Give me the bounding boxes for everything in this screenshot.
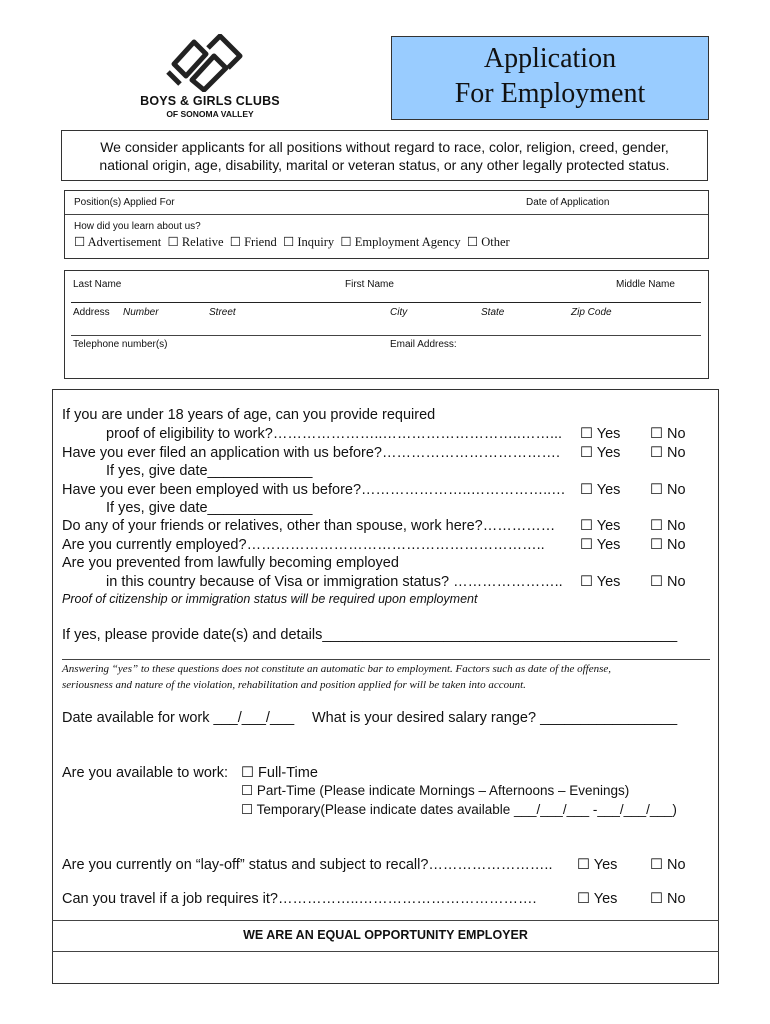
date-available-field[interactable]: Date available for work ___/___/___ <box>62 710 295 726</box>
checkbox-icon[interactable]: ☐ <box>580 482 593 498</box>
question-filed-date[interactable]: If yes, give date_____________ <box>106 463 313 479</box>
notice-line1: We consider applicants for all positions without regard to race, color, religion, creed, gender, <box>100 139 669 155</box>
date-of-application-label[interactable]: Date of Application <box>526 197 610 208</box>
answer-filed-before <box>580 445 686 461</box>
org-logo <box>120 34 290 124</box>
question-prevented-cont: in this country because of Visa or immigration status? ………………….. <box>106 574 563 590</box>
last-name-label[interactable]: Last Name <box>73 279 122 290</box>
proof-note: Proof of citizenship or immigration status will be required upon employment <box>62 592 478 606</box>
availability-label: Are you available to work: <box>62 765 229 781</box>
checkbox-icon[interactable]: ☐ <box>650 537 663 553</box>
checkbox-icon[interactable]: ☐ <box>282 235 295 249</box>
address-zip-label: Zip Code <box>571 307 612 318</box>
address-state-label: State <box>481 307 505 318</box>
checkbox-icon[interactable]: ☐ <box>340 235 352 249</box>
page-title-line1: Application <box>483 43 617 74</box>
answer-travel <box>577 891 686 907</box>
divider <box>71 335 701 336</box>
answer-employed-before <box>580 482 686 498</box>
checkbox-icon[interactable]: ☐ <box>650 482 663 498</box>
yes-option[interactable]: ☐ Yes <box>580 445 621 461</box>
source-option-friend[interactable]: ☐ Friend <box>229 235 277 249</box>
checkbox-icon[interactable]: ☐ <box>650 891 663 907</box>
checkbox-icon[interactable]: ☐ <box>241 802 254 817</box>
handshake-logo-icon <box>164 34 244 92</box>
checkbox-icon[interactable]: ☐ <box>650 857 663 873</box>
salary-range-field[interactable]: What is your desired salary range? _________________ <box>312 710 678 726</box>
position-section <box>64 190 709 259</box>
checkbox-icon[interactable]: ☐ <box>241 765 254 781</box>
middle-name-label[interactable]: Middle Name <box>616 279 675 290</box>
divider <box>65 214 708 215</box>
notice-line2: national origin, age, disability, marital or veteran status, or any other legally protected status. <box>99 157 670 173</box>
source-option-relative[interactable]: ☐ Relative <box>167 235 224 249</box>
checkbox-icon[interactable]: ☐ <box>466 235 479 249</box>
checkbox-icon[interactable]: ☐ <box>74 235 86 249</box>
address-number-label: Number <box>123 307 159 318</box>
checkbox-icon[interactable]: ☐ <box>241 783 254 798</box>
yes-option[interactable]: ☐ Yes <box>577 857 618 873</box>
source-option-inquiry[interactable]: ☐ Inquiry <box>282 235 335 249</box>
question-relatives: Do any of your friends or relatives, other than spouse, work here?…………… <box>62 518 556 534</box>
availability-full-time[interactable]: ☐ Full-Time <box>241 765 318 781</box>
no-option[interactable]: ☐ No <box>650 445 686 461</box>
equal-opportunity-footer: WE ARE AN EQUAL OPPORTUNITY EMPLOYER <box>243 928 528 942</box>
question-under-18: If you are under 18 years of age, can you provide required <box>62 407 436 423</box>
answer-layoff <box>577 857 686 873</box>
question-prevented: Are you prevented from lawfully becoming employed <box>62 555 399 571</box>
no-option[interactable]: ☐ No <box>650 482 686 498</box>
question-under-18-cont: proof of eligibility to work?…………………..………………………..……... <box>106 426 563 442</box>
no-option[interactable]: ☐ No <box>650 574 686 590</box>
no-option[interactable]: ☐ No <box>650 537 686 553</box>
personal-info-section <box>64 270 709 379</box>
divider <box>52 920 719 921</box>
yes-option[interactable]: ☐ Yes <box>580 518 621 534</box>
availability-part-time[interactable]: ☐ Part-Time (Please indicate Mornings – Afternoons – Evenings) <box>241 783 630 798</box>
yes-option[interactable]: ☐ Yes <box>580 482 621 498</box>
telephone-label[interactable]: Telephone number(s) <box>73 339 168 350</box>
question-employed-before: Have you ever been employed with us before?…………………..……………..… <box>62 482 566 498</box>
org-name-line1: BOYS & GIRLS CLUBS <box>140 94 280 108</box>
page-title-line2: For Employment <box>454 78 646 109</box>
checkbox-icon[interactable]: ☐ <box>650 426 663 442</box>
no-option[interactable]: ☐ No <box>650 426 686 442</box>
source-option-other[interactable]: ☐ Other <box>466 235 510 249</box>
positions-applied-label[interactable]: Position(s) Applied For <box>74 197 175 208</box>
question-travel: Can you travel if a job requires it?……………..………………………………. <box>62 891 537 907</box>
checkbox-icon[interactable]: ☐ <box>580 537 593 553</box>
checkbox-icon[interactable]: ☐ <box>580 426 593 442</box>
divider <box>71 302 701 303</box>
checkbox-icon[interactable]: ☐ <box>580 445 593 461</box>
no-option[interactable]: ☐ No <box>650 518 686 534</box>
divider <box>52 951 719 952</box>
address-city-label: City <box>390 307 408 318</box>
org-name-line2: OF SONOMA VALLEY <box>166 109 254 119</box>
details-field[interactable]: If yes, please provide date(s) and details____________________________________________ <box>62 627 678 643</box>
answer-prevented <box>580 574 686 590</box>
answer-relatives <box>580 518 686 534</box>
checkbox-icon[interactable]: ☐ <box>650 445 663 461</box>
checkbox-icon[interactable]: ☐ <box>580 518 593 534</box>
yes-option[interactable]: ☐ Yes <box>577 891 618 907</box>
checkbox-icon[interactable]: ☐ <box>577 891 590 907</box>
answer-under-18 <box>580 426 686 442</box>
yes-option[interactable]: ☐ Yes <box>580 537 621 553</box>
no-option[interactable]: ☐ No <box>650 857 686 873</box>
address-label[interactable]: Address <box>73 307 110 318</box>
title-box <box>391 36 709 120</box>
learn-source-options <box>74 234 510 250</box>
checkbox-icon[interactable]: ☐ <box>229 235 241 249</box>
checkbox-icon[interactable]: ☐ <box>650 518 663 534</box>
source-option-employment-agency[interactable]: ☐ Employment Agency <box>340 235 461 249</box>
yes-option[interactable]: ☐ Yes <box>580 426 621 442</box>
learn-about-us-label: How did you learn about us? <box>74 221 201 232</box>
answer-currently-employed <box>580 537 686 553</box>
question-layoff: Are you currently on “lay-off” status and subject to recall?…………………….. <box>62 857 553 873</box>
source-option-advertisement[interactable]: ☐ Advertisement <box>74 235 162 249</box>
question-filed-before: Have you ever filed an application with us before?………………………………. <box>62 445 561 461</box>
checkbox-icon[interactable]: ☐ <box>580 574 593 590</box>
first-name-label[interactable]: First Name <box>345 279 394 290</box>
availability-temporary[interactable]: ☐ Temporary(Please indicate dates available ___/___/___ -___/___/___) <box>241 802 677 817</box>
yes-option[interactable]: ☐ Yes <box>580 574 621 590</box>
address-street-label: Street <box>209 307 236 318</box>
checkbox-icon[interactable]: ☐ <box>167 235 179 249</box>
no-option[interactable]: ☐ No <box>650 891 686 907</box>
disclaimer-line2: seriousness and nature of the violation, rehabilitation and position applied for will be taken into account. <box>62 679 526 691</box>
eeo-notice <box>61 130 708 181</box>
disclaimer-line1: Answering “yes” to these questions does not constitute an automatic bar to employment. Factors such as date of the offense, <box>62 663 612 675</box>
details-line <box>62 659 710 660</box>
question-employed-date[interactable]: If yes, give date_____________ <box>106 500 313 516</box>
email-label[interactable]: Email Address: <box>390 339 457 350</box>
checkbox-icon[interactable]: ☐ <box>650 574 663 590</box>
checkbox-icon[interactable]: ☐ <box>577 857 590 873</box>
question-currently-employed: Are you currently employed?…………………………………………………….. <box>62 537 545 553</box>
